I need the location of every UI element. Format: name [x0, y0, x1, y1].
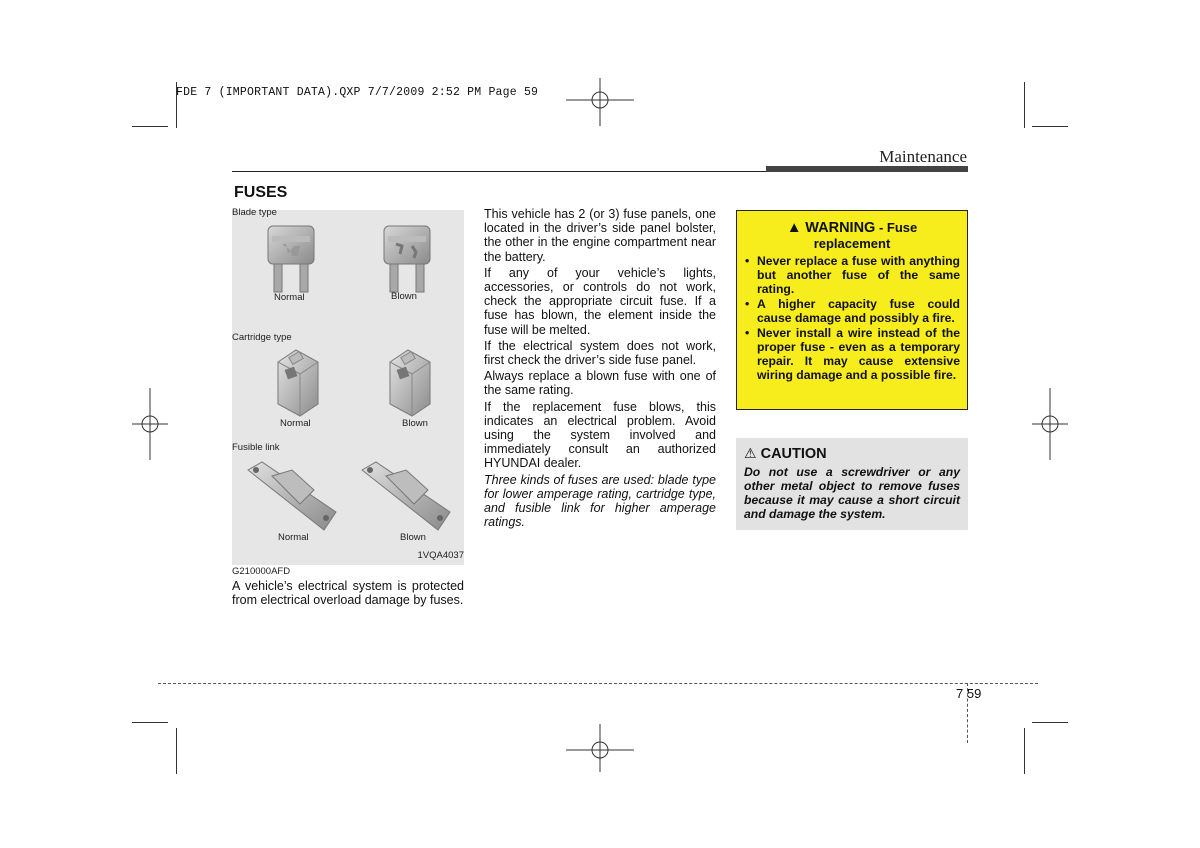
registration-mark: [566, 72, 636, 128]
paragraph: This vehicle has 2 (or 3) fuse panels, one located in the driver’s side panel bolster, the other in the engine compartment near the battery.: [484, 207, 716, 264]
crop-mark: [132, 126, 168, 127]
figure-label-blade: Blade type: [232, 207, 277, 218]
crop-mark: [1024, 82, 1025, 128]
warning-title: [737, 220, 967, 251]
print-header: FDE 7 (IMPORTANT DATA).QXP 7/7/2009 2:52 PM Page 59: [176, 86, 539, 99]
registration-mark: [566, 722, 636, 778]
figure-label-cartridge: Cartridge type: [232, 332, 292, 343]
caution-box: [736, 438, 968, 530]
caution-text: Do not use a screwdriver or any other metal object to remove fuses because it may cause a short circuit and damage the system.: [744, 465, 960, 521]
crop-mark: [1032, 722, 1068, 723]
caution-triangle-icon: ⚠: [744, 445, 757, 461]
page-number: 7 59: [956, 686, 982, 701]
body-column: [484, 207, 716, 531]
caution-title: [744, 445, 960, 463]
warning-subject: - Fuse replacement: [813, 220, 918, 251]
warning-item: • Never replace a fuse with anything but another fuse of the same rating.: [745, 254, 960, 296]
warning-item: • Never install a wire instead of the proper fuse - even as a temporary repair. It may cause extensive wiring damage and a possible fire.: [745, 326, 960, 382]
warning-list: [737, 254, 967, 382]
warning-label: WARNING: [805, 220, 876, 236]
warning-triangle-icon: ▲: [786, 219, 802, 236]
registration-mark: [1030, 388, 1070, 460]
page-heading: FUSES: [234, 184, 288, 201]
intro-paragraph: A vehicle’s electrical system is protected from electrical overload damage by fuses.: [232, 579, 464, 608]
section-title: Maintenance: [879, 147, 967, 166]
cartridge-fuse-blown-image: [382, 346, 438, 418]
fusible-link-blown-image: [356, 460, 456, 532]
warning-box: [736, 210, 968, 410]
figure-label-fusible: Fusible link: [232, 442, 280, 453]
caption-blown: Blown: [402, 418, 428, 429]
crop-mark: [1032, 126, 1068, 127]
caption-normal: Normal: [274, 292, 305, 303]
fuse-figure: [232, 207, 464, 565]
paragraph: If the electrical system does not work, first check the driver’s side fuse panel.: [484, 338, 716, 368]
cartridge-fuse-normal-image: [270, 346, 326, 418]
caption-normal: Normal: [280, 418, 311, 429]
crop-mark: [176, 728, 177, 774]
caution-label: CAUTION: [760, 446, 827, 462]
caption-normal: Normal: [278, 532, 309, 543]
warning-item: • A higher capacity fuse could cause damage and possibly a fire.: [745, 297, 960, 325]
caption-blown: Blown: [391, 291, 417, 302]
registration-mark: [130, 388, 170, 460]
paragraph: Three kinds of fuses are used: blade type for lower amperage rating, cartridge type, and fusible link for higher amperage ratings.: [484, 472, 716, 530]
blade-fuse-blown-image: [378, 224, 438, 296]
footer-rule: [158, 683, 1038, 684]
fusible-link-normal-image: [242, 460, 342, 532]
reference-code: G210000AFD: [232, 566, 291, 577]
blade-fuse-normal-image: [262, 224, 322, 296]
figure-code: 1VQA4037: [417, 550, 464, 561]
crop-mark: [1024, 728, 1025, 774]
crop-mark: [132, 722, 168, 723]
caption-blown: Blown: [400, 532, 426, 543]
paragraph: If any of your vehicle’s lights, accessories, or controls do not work, check the appropriate circuit fuse. If a fuse has blown, the element inside the fuse will be melted.: [484, 265, 716, 337]
paragraph: If the replacement fuse blows, this indicates an electrical problem. Avoid using the system involved and immediately consult an authorized HYUNDAI dealer.: [484, 399, 716, 471]
header-rule-accent: [766, 166, 968, 172]
paragraph: Always replace a blown fuse with one of the same rating.: [484, 369, 716, 398]
